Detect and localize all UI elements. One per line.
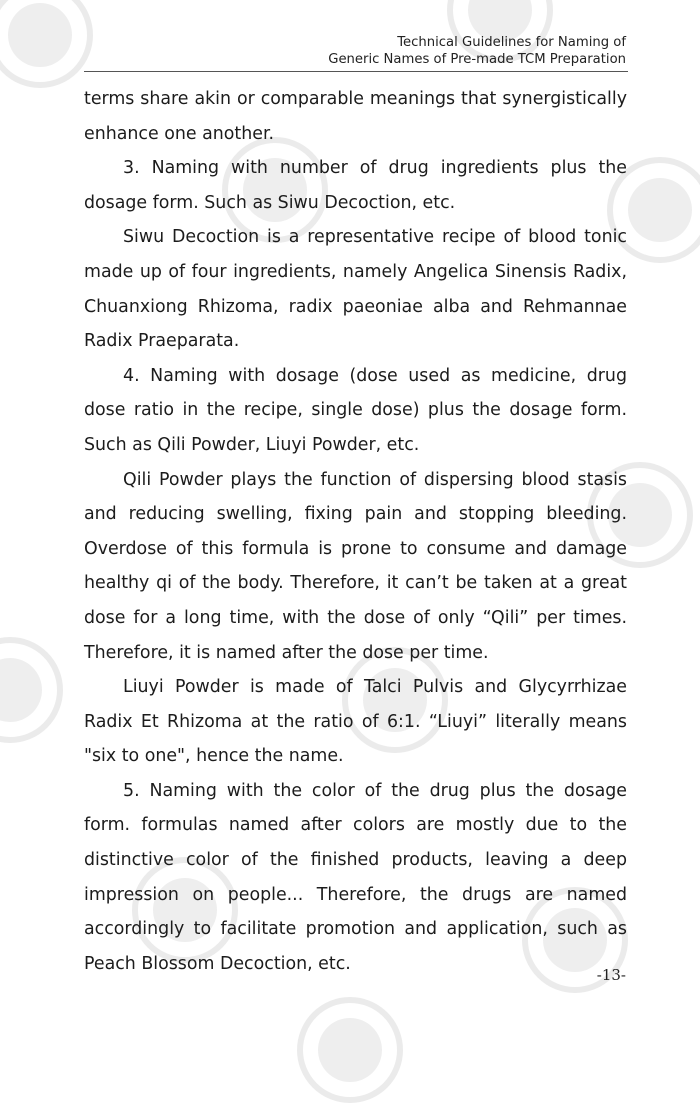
- running-header: [328, 34, 626, 68]
- running-header-line-2: Generic Names of Pre-made TCM Preparation: [328, 52, 626, 67]
- paragraph-naming-number-ingredients: 3. Naming with number of drug ingredients plus the dosage form. Such as Siwu Decoction, etc.: [84, 158, 627, 213]
- watermark-seal: [0, 630, 70, 750]
- page-number: -13-: [596, 966, 626, 984]
- paragraph-siwu-decoction: Siwu Decoction is a representative recipe of blood tonic made up of four ingredients, namely Angelica Sinensis Radix, Chuanxiong Rhizoma, radix paeoniae alba and Rehmannae Radix Praeparata.: [84, 227, 627, 352]
- paragraph-naming-color: 5. Naming with the color of the drug plus the dosage form. formulas named after colors are mostly due to the distinctive color of the finished products, leaving a deep impression on people... Therefore, the drugs are named accordingly to facilitate promotion and application, such as Peach Blossom Decoction, etc.: [84, 780, 627, 974]
- running-header-line-1: Technical Guidelines for Naming of: [397, 35, 626, 50]
- paragraph-continuation: terms share akin or comparable meanings that synergistically enhance one another.: [84, 89, 627, 144]
- page-body: [84, 82, 627, 981]
- paragraph-qili-powder: Qili Powder plays the function of dispersing blood stasis and reducing swelling, fixing pain and stopping bleeding. Overdose of this formula is prone to consume and damage healthy qi of the body. Therefore, it can’t be taken at a great dose for a long time, with the dose of only “Qili” per times. Therefore, it is named after the dose per time.: [84, 469, 627, 663]
- watermark-seal: [290, 990, 410, 1110]
- watermark-seal: [0, 0, 100, 95]
- paragraph-naming-dosage: 4. Naming with dosage (dose used as medicine, drug dose ratio in the recipe, single dose) plus the dosage form. Such as Qili Powder, Liuyi Powder, etc.: [84, 365, 627, 455]
- header-divider: [84, 71, 628, 72]
- paragraph-liuyi-powder: Liuyi Powder is made of Talci Pulvis and Glycyrrhizae Radix Et Rhizoma at the ratio of 6:1. “Liuyi” literally means "six to one", hence the name.: [84, 677, 627, 767]
